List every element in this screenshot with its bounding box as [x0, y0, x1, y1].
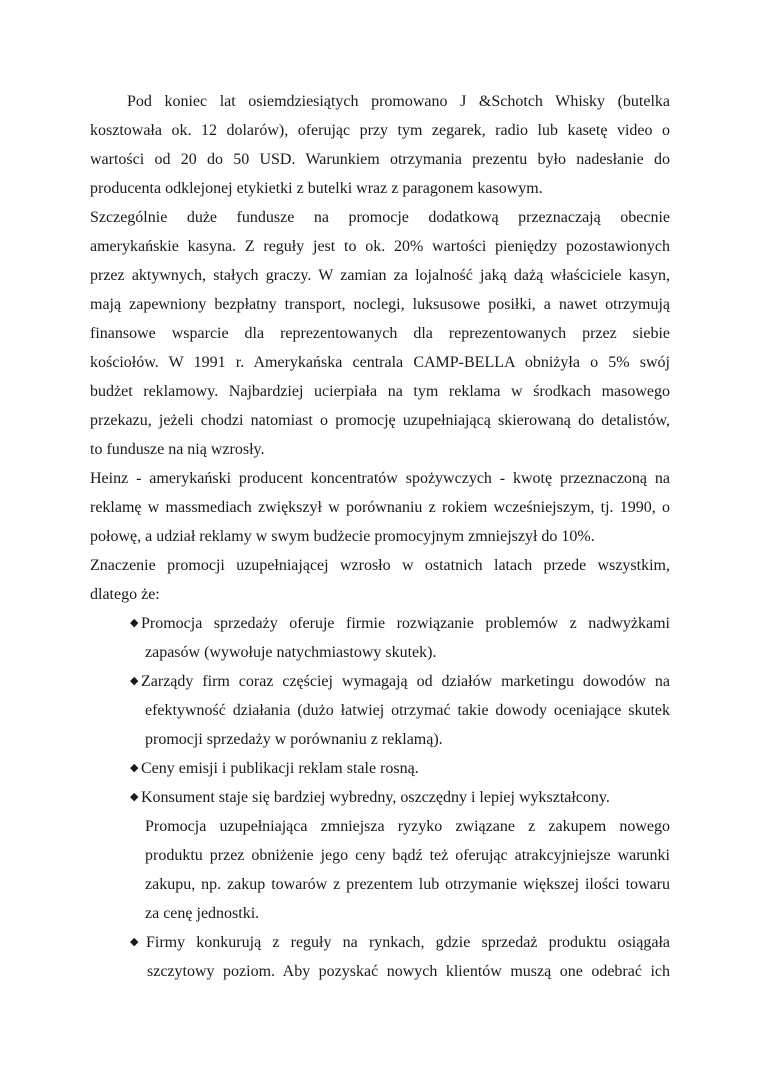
text-line: produktu przez obniżenie jego ceny bądź też oferując atrakcyjniejsze warunki [145, 847, 670, 864]
paragraph-heinz [90, 464, 670, 551]
list-item [90, 754, 670, 783]
text-line: przez aktywnych, stałych graczy. W zamian za lojalność jaką dażą właściciele kasyn, [90, 267, 670, 284]
list-item [90, 609, 670, 667]
list-item-first-line [90, 783, 670, 812]
text-line: kosztowała ok. 12 dolarów), oferując przy tym zegarek, radio lub kasetę video o [90, 122, 670, 139]
text-line: Heinz - amerykański producent koncentratów spożywczych - kwotę przeznaczoną na [90, 470, 670, 487]
list-item [90, 667, 670, 754]
text-line: szczytowy poziom. Aby pozyskać nowych klientów muszą one odebrać ich [147, 963, 670, 980]
sub-paragraph-risk [90, 812, 670, 928]
text-line: połowę, a udział reklamy w swym budżecie promocyjnym zmniejszył do 10%. [90, 528, 595, 545]
text-line: Promocja uzupełniająca zmniejsza ryzyko związane z zakupem nowego [145, 818, 670, 835]
reasons-list [90, 609, 670, 986]
text-line: Pod koniec lat osiemdziesiątych promowano J &Schotch Whisky (butelka [127, 93, 670, 110]
diamond-bullet-icon: ◆ [130, 791, 139, 803]
text-line: efektywność działania (dużo łatwiej otrzymać takie dowody oceniające skutek [145, 702, 670, 719]
text-line: zakupu, np. zakup towarów z prezentem lub otrzymanie większej ilości towaru [145, 876, 670, 893]
list-item [90, 783, 670, 812]
list-item-first-line [90, 754, 670, 783]
text-line: finansowe wsparcie dla reprezentowanych dla reprezentowanych przez siebie [90, 325, 670, 342]
text-line: dlatego że: [90, 586, 160, 603]
paragraph-whisky-promotion [90, 87, 670, 203]
text-line: zapasów (wywołuje natychmiastowy skutek). [145, 644, 437, 661]
text-line: Ceny emisji i publikacji reklam stale rosną. [141, 760, 419, 777]
document-page [90, 87, 670, 986]
text-line: mają zapewniony bezpłatny transport, noclegi, luksusowe posiłki, a nawet otrzymują [90, 296, 670, 313]
text-line: kościołów. W 1991 r. Amerykańska centrala CAMP-BELLA obniżyła o 5% swój [90, 354, 670, 371]
diamond-bullet-icon: ◆ [130, 936, 139, 948]
paragraph-importance [90, 551, 670, 609]
text-line: Znaczenie promocji uzupełniającej wzrosło w ostatnich latach przede wszystkim, [90, 557, 670, 574]
diamond-bullet-icon: ◆ [130, 762, 139, 774]
diamond-bullet-icon: ◆ [130, 617, 139, 629]
text-line: Konsument staje się bardziej wybredny, oszczędny i lepiej wykształcony. [141, 789, 610, 806]
list-item-first-line [90, 609, 670, 638]
text-line: budżet reklamowy. Najbardziej ucierpiała na tym reklama w środkach masowego [90, 383, 670, 400]
text-line: Firmy konkurują z reguły na rynkach, gdzie sprzedaż produktu osiągała [146, 934, 670, 951]
text-line: Zarządy firm coraz częściej wymagają od działów marketingu dowodów na [141, 673, 670, 690]
text-line: to fundusze na nią wzrosły. [90, 441, 265, 458]
text-line: Szczególnie duże fundusze na promocje dodatkową przeznaczają obecnie [90, 209, 670, 226]
paragraph-casinos [90, 203, 670, 464]
text-line: reklamę w massmediach zwiększył w porównaniu z rokiem wcześniejszym, tj. 1990, o [90, 499, 670, 516]
text-line: promocji sprzedaży w porównaniu z reklamą). [145, 731, 443, 748]
text-line: wartości od 20 do 50 USD. Warunkiem otrzymania prezentu było nadesłanie do [90, 151, 670, 168]
text-line: amerykańskie kasyna. Z reguły jest to ok. 20% wartości pieniędzy pozostawionych [90, 238, 670, 255]
list-item [90, 928, 670, 986]
diamond-bullet-icon: ◆ [130, 675, 139, 687]
list-item-first-line [90, 928, 670, 957]
text-line: za cenę jednostki. [145, 905, 260, 922]
text-line: przekazu, jeżeli chodzi natomiast o promocję uzupełniającą skierowaną do detalistów, [90, 412, 670, 429]
text-line: Promocja sprzedaży oferuje firmie rozwiązanie problemów z nadwyżkami [141, 615, 670, 632]
list-item-first-line [90, 667, 670, 696]
text-line: producenta odklejonej etykietki z butelki wraz z paragonem kasowym. [90, 180, 543, 197]
